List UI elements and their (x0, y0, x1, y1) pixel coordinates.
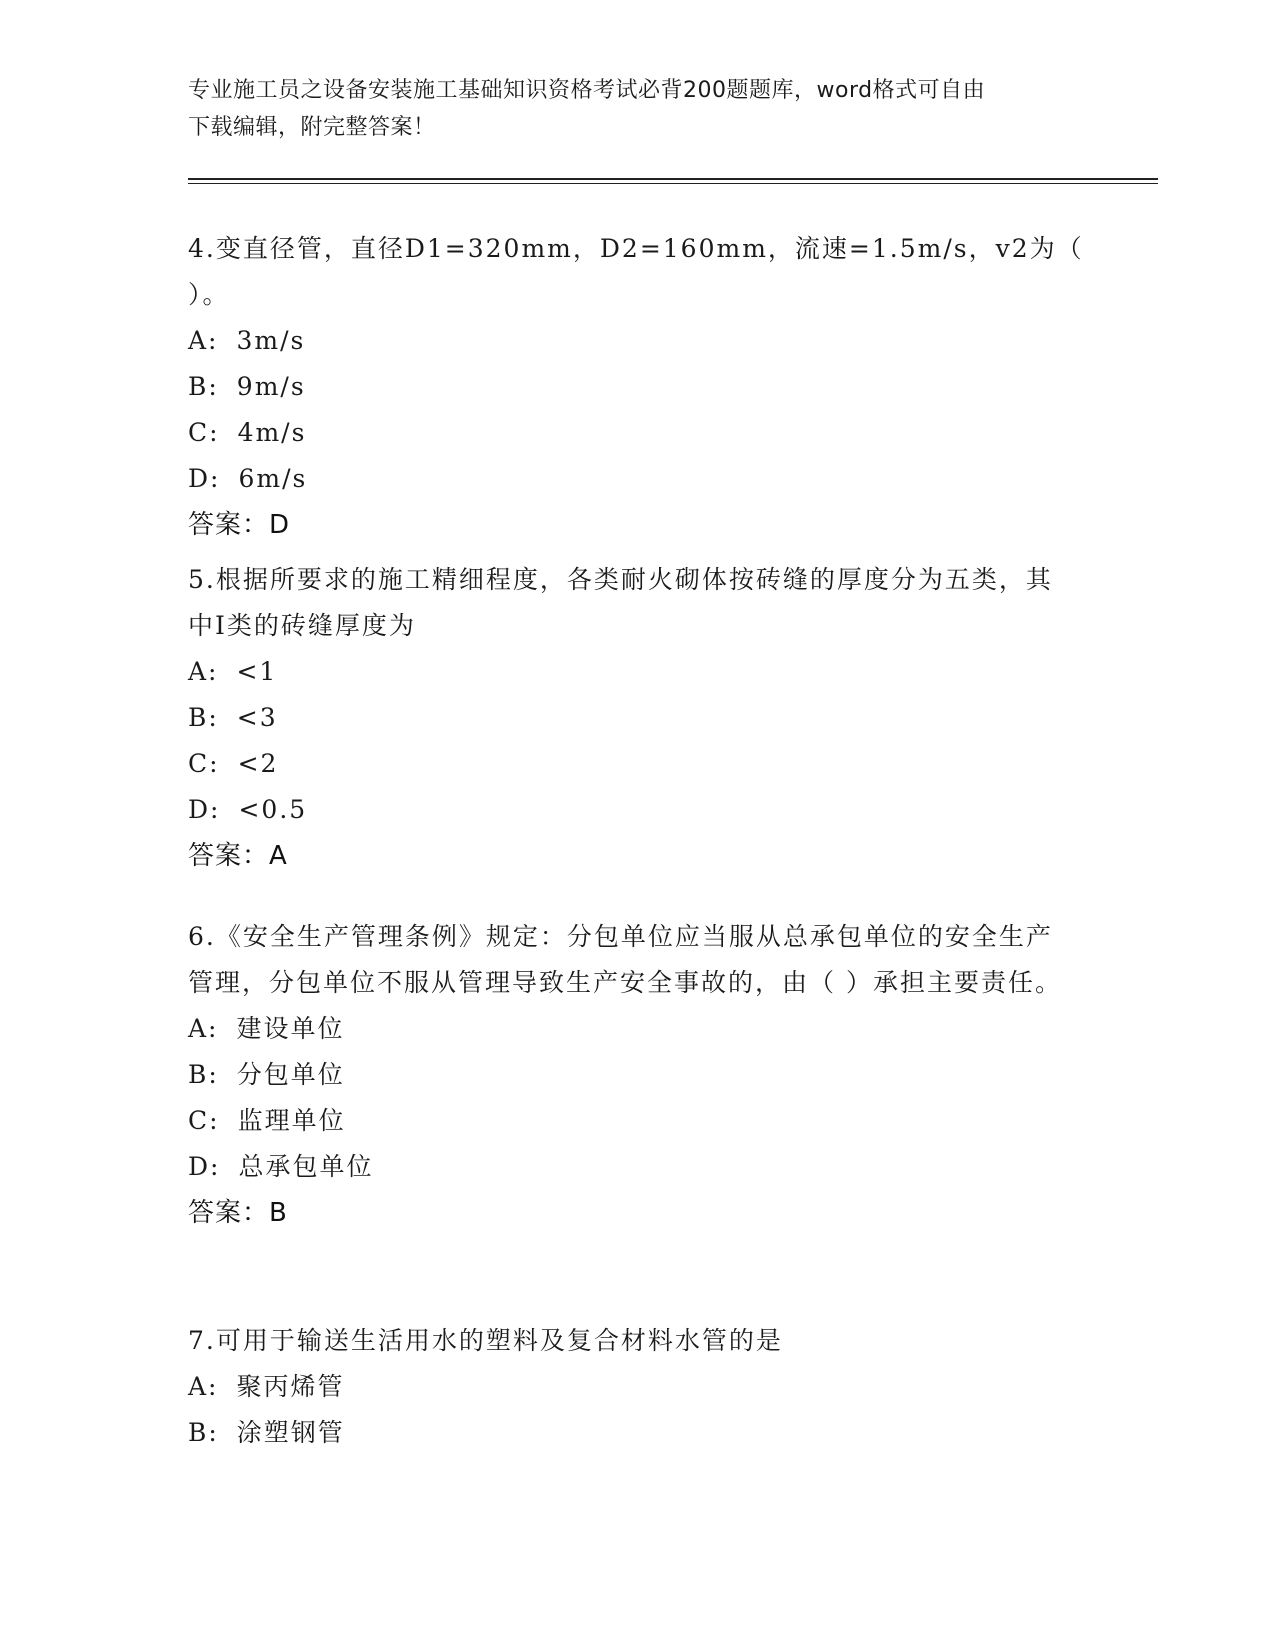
option-key: A: (188, 1014, 219, 1043)
question-6 (188, 914, 1068, 1236)
option-key: B: (188, 703, 219, 732)
option-key: C: (188, 1106, 220, 1135)
option-key: B: (188, 372, 219, 401)
option-key: A: (188, 1372, 219, 1401)
option-key: C: (188, 418, 220, 447)
option-key: D: (188, 464, 221, 493)
document-header (188, 72, 1068, 146)
header-divider-thin (188, 183, 1158, 184)
option-d (188, 1144, 1068, 1190)
option-key: B: (188, 1418, 219, 1447)
option-b (188, 364, 1088, 410)
option-key: D: (188, 795, 221, 824)
option-c (188, 741, 1068, 787)
option-c (188, 1098, 1068, 1144)
option-text: 涂塑钢管 (236, 1418, 345, 1447)
option-a (188, 1364, 1088, 1410)
option-text: <2 (237, 749, 279, 778)
question-7 (188, 1318, 1088, 1456)
option-d (188, 787, 1068, 833)
option-text: 4m/s (237, 418, 307, 447)
option-key: A: (188, 326, 219, 355)
option-text: 6m/s (238, 464, 308, 493)
option-text: 3m/s (236, 326, 306, 355)
option-text: 9m/s (236, 372, 306, 401)
question-stem: 6.《安全生产管理条例》规定：分包单位应当服从总承包单位的安全生产管理，分包单位不服从管理导致生产安全事故的，由（ ）承担主要责任。 (188, 922, 1062, 997)
option-a (188, 649, 1068, 695)
header-divider-thick (188, 178, 1158, 180)
answer-line: 答案：A (188, 841, 288, 871)
option-key: D: (188, 1152, 221, 1181)
option-a (188, 318, 1088, 364)
question-stem: 4.变直径管，直径D1=320mm，D2=160mm，流速=1.5m/s，v2为（ ）。 (188, 234, 1084, 309)
header-line-2: 下载编辑，附完整答案！ (188, 115, 436, 140)
answer-line: 答案：B (188, 1198, 288, 1228)
option-d (188, 456, 1088, 502)
option-text: 分包单位 (236, 1060, 345, 1089)
option-text: <3 (236, 703, 278, 732)
question-5 (188, 557, 1068, 879)
option-text: <0.5 (238, 795, 308, 824)
option-key: A: (188, 657, 219, 686)
question-stem: 5.根据所要求的施工精细程度，各类耐火砌体按砖缝的厚度分为五类，其中Ⅰ类的砖缝厚度为 (188, 565, 1053, 640)
option-key: B: (188, 1060, 219, 1089)
option-a (188, 1006, 1068, 1052)
option-b (188, 1052, 1068, 1098)
option-text: 总承包单位 (238, 1152, 374, 1181)
option-text: 监理单位 (237, 1106, 346, 1135)
header-line-1: 专业施工员之设备安装施工基础知识资格考试必背200题题库，word格式可自由 (188, 78, 986, 103)
option-text: <1 (236, 657, 278, 686)
option-key: C: (188, 749, 220, 778)
option-text: 建设单位 (236, 1014, 345, 1043)
question-4 (188, 226, 1088, 548)
question-stem: 7.可用于输送生活用水的塑料及复合材料水管的是 (188, 1326, 783, 1355)
option-b (188, 695, 1068, 741)
option-text: 聚丙烯管 (236, 1372, 345, 1401)
answer-line: 答案：D (188, 510, 291, 540)
option-b (188, 1410, 1088, 1456)
option-c (188, 410, 1088, 456)
